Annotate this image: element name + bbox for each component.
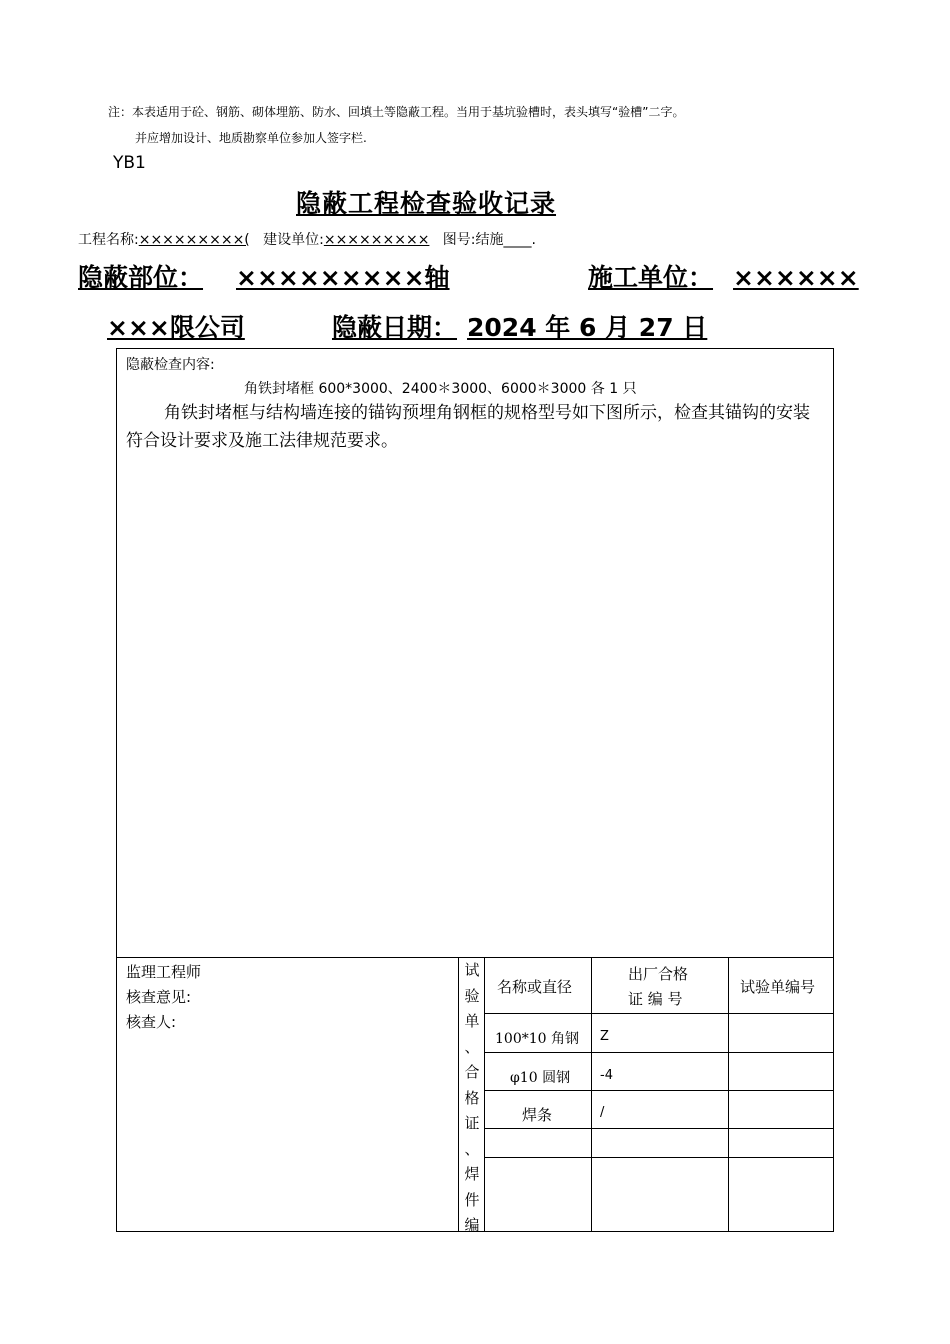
table-cell-name: 焊条: [522, 1106, 553, 1124]
content-label: 隐蔽检查内容:: [126, 357, 215, 373]
table-row-line-5: [484, 1157, 834, 1158]
side-char: 件: [464, 1190, 480, 1209]
contractor-value-2: ×××限公司: [107, 313, 245, 342]
header-cert-line-2: 证 编 号: [628, 990, 683, 1008]
project-meta-line: [78, 229, 536, 249]
side-char: 证: [464, 1114, 480, 1132]
supervisor-title: 监理工程师: [126, 963, 202, 981]
project-name-label: 工程名称:: [78, 232, 139, 248]
contractor-label: 施工单位：: [588, 263, 714, 292]
side-char: 、: [464, 1037, 480, 1056]
table-cell-name: φ10 圆钢: [510, 1070, 571, 1086]
location-value: ×××××××××轴: [236, 263, 450, 292]
date-line: [332, 308, 707, 344]
side-label: [460, 958, 484, 1239]
contractor-line-2: [107, 308, 245, 344]
side-char: 合: [464, 1063, 480, 1081]
side-label-divider: [484, 957, 485, 1232]
col-divider-2: [728, 957, 729, 1232]
table-row-line-1: [484, 1013, 834, 1014]
date-value: 2024 年 6 月 27 日: [467, 313, 708, 342]
header-name-diameter: 名称或直径: [497, 978, 573, 996]
table-cell-cert: -4: [600, 1068, 613, 1083]
table-row-line-4: [484, 1128, 834, 1129]
supervisor-checker-label: 核查人:: [126, 1013, 177, 1031]
supervisor-opinion-label: 核查意见:: [126, 988, 192, 1006]
usage-note-line-2: 并应增加设计、地质勘察单位参加人签字栏.: [135, 131, 367, 145]
side-char: 编: [464, 1216, 480, 1234]
content-paragraph: 角铁封堵框与结构墙连接的锚钩预埋角钢框的规格型号如下图所示，检查其锚钩的安装符合设计要求及施工法律规范要求。: [126, 403, 810, 451]
side-char: 试: [464, 961, 480, 979]
location-label: 隐蔽部位：: [78, 263, 204, 292]
table-cell-cert: /: [600, 1105, 605, 1120]
contractor-value-1: ××××××: [733, 263, 859, 292]
table-row-line-2: [484, 1052, 834, 1053]
date-label: 隐蔽日期：: [332, 313, 458, 342]
form-title: 隐蔽工程检查验收记录: [296, 189, 557, 218]
location-value-wrap: [236, 258, 450, 294]
builder-label: 建设单位:: [263, 232, 324, 248]
col-divider-1: [591, 957, 592, 1232]
content-items: 角铁封堵框 600*3000、2400＊3000、6000＊3000 各 1 只: [244, 381, 637, 397]
usage-note-line-1: 注：本表适用于砼、钢筋、砌体埋筋、防水、回填土等隐蔽工程。当用于基坑验槽时，表头填写“验槽”二字。: [108, 105, 685, 119]
side-char: 验: [464, 986, 480, 1005]
contractor-wrap: [588, 258, 859, 294]
table-row-line-3: [484, 1090, 834, 1091]
drawing-value: 结施____.: [475, 232, 536, 248]
drawing-label: 图号:: [442, 232, 476, 248]
table-cell-cert: Z: [600, 1029, 609, 1044]
location-line: [78, 258, 203, 294]
side-char: 格: [464, 1088, 480, 1107]
supervisor-divider: [458, 957, 459, 1232]
header-cert-line-1: 出厂合格: [628, 965, 689, 983]
side-char: 焊: [464, 1165, 480, 1183]
header-test-number: 试验单编号: [740, 978, 816, 996]
side-char: 、: [464, 1139, 480, 1158]
table-cell-name: 100*10 角钢: [495, 1031, 579, 1047]
project-name-value: ×××××××××(: [138, 232, 250, 248]
builder-value: ×××××××××: [323, 232, 430, 248]
side-char: 单: [464, 1012, 480, 1030]
form-code: YB1: [113, 153, 146, 173]
